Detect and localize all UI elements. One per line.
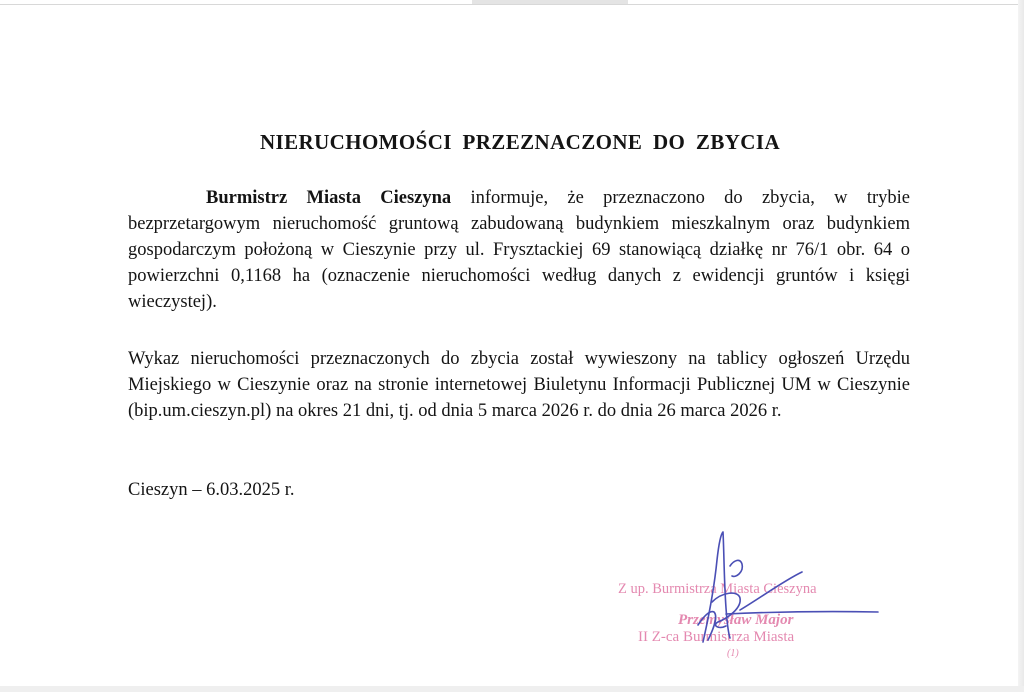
place-and-date: Cieszyn – 6.03.2025 r. (128, 480, 295, 500)
stamp-note: (1) (727, 648, 739, 659)
stamp-signatory-position: II Z-ca Burmistrza Miasta (638, 629, 795, 645)
document-title: NIERUCHOMOŚCI PRZEZNACZONE DO ZBYCIA (259, 130, 781, 154)
signature-stroke-tail (740, 572, 802, 610)
signature-stamp (600, 530, 890, 680)
list-publication-paragraph: Wykaz nieruchomości przeznaczonych do zbycia został wywieszony na tablicy ogłoszeń Urzędu Miejskiego w Cieszynie oraz na stronie internetowej Biuletynu Informacji Publicznej UM w Cieszynie (bip.um.cieszyn.pl) na okres 21 dni, tj. od dnia 5 marca 2026 r. do dnia 26 marca 2026 r. (128, 349, 910, 421)
bottom-page-edge (0, 686, 1024, 692)
signature-underline (726, 612, 878, 614)
announcement-paragraph (128, 185, 910, 315)
signature-stroke-hook (730, 560, 742, 576)
handwritten-signature (600, 530, 890, 680)
stamp-line-authorization: Z up. Burmistrza Miasta Cieszyna (618, 581, 817, 597)
mayor-name: Burmistrz Miasta Cieszyna (206, 188, 452, 208)
stamp-signatory-name: Przemysław Major (678, 612, 794, 628)
top-border-line (0, 4, 1024, 5)
announcement-text: informuje, że przeznaczono do zbycia, w trybie bezprzetargowym nieruchomość gruntową zabudowaną budynkiem mieszkalnym oraz budynkiem gospodarczym położoną w Cieszynie przy ul. Frysztackiej 69 stanowiącą działkę nr 76/1 obr. 64 o powierzchni 0,1168 ha (oznaczenie nieruchomości według danych z ewidencji gruntów i księgi wieczystej). (128, 188, 910, 312)
right-page-edge (1018, 0, 1024, 692)
